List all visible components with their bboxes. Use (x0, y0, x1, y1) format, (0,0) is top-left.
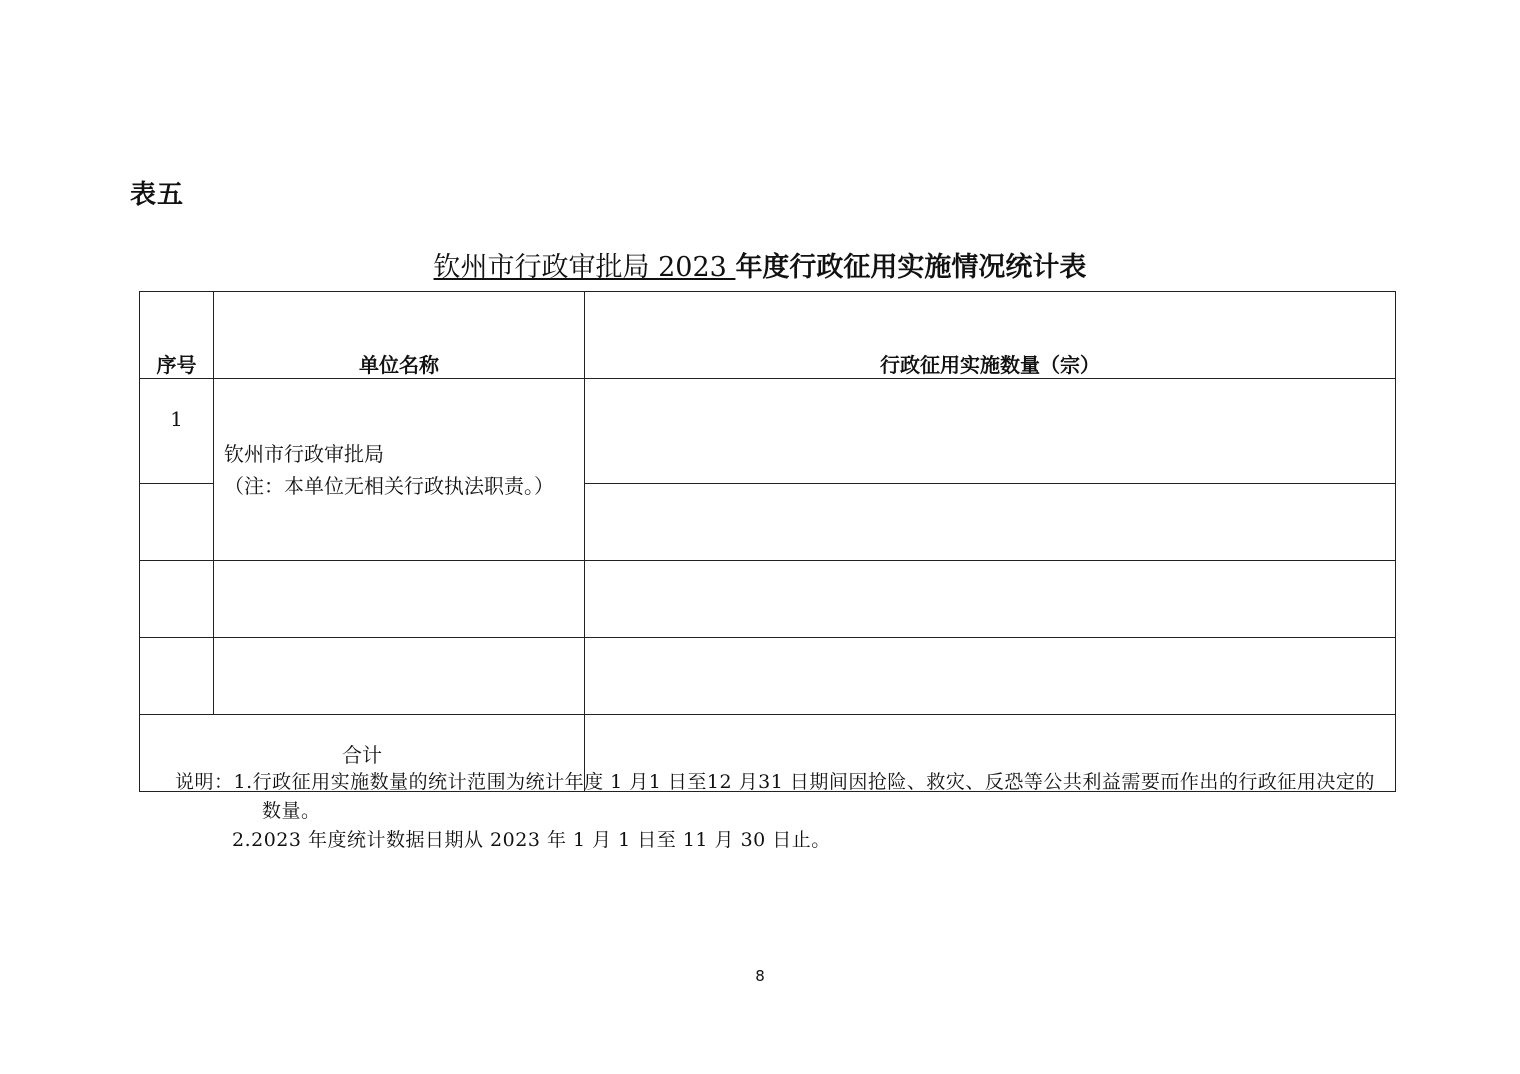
title-organization: 钦州市行政审批局 2023 (433, 252, 736, 283)
note-2: 2.2023 年度统计数据日期从 2023 年 1 月 1 日至 11 月 30 日止。 (232, 829, 831, 851)
row-unit-cell (214, 379, 585, 561)
page-number: 8 (755, 967, 765, 985)
row-count-cell (585, 561, 1396, 638)
header-seq: 序号 (140, 292, 214, 379)
table-row (140, 379, 1396, 484)
note-1-continuation: 数量。 (262, 800, 321, 822)
row-seq-cell (140, 638, 214, 715)
header-count: 行政征用实施数量（宗） (585, 292, 1396, 379)
row-seq-cell (140, 561, 214, 638)
statistics-table (139, 291, 1396, 792)
page-title (0, 245, 1520, 284)
table-label: 表五 (130, 180, 185, 210)
table-row (140, 638, 1396, 715)
title-subject: 年度行政征用实施情况统计表 (735, 252, 1087, 283)
row-unit-cell (214, 561, 585, 638)
table-row (140, 561, 1396, 638)
row-seq-cell (140, 484, 214, 561)
unit-name: 钦州市行政审批局 (224, 441, 384, 466)
row-count-cell (585, 484, 1396, 561)
header-unit: 单位名称 (214, 292, 585, 379)
row-count-cell (585, 638, 1396, 715)
note-1: 说明：1.行政征用实施数量的统计范围为统计年度 1 月1 日至12 月31 日期间因抢险、救灾、反恐等公共利益需要而作出的行政征用决定的 (175, 771, 1375, 793)
total-label-cell: 合计 (140, 715, 585, 792)
table-header-row (140, 292, 1396, 379)
row-seq-cell: 1 (140, 379, 214, 484)
row-count-cell (585, 379, 1396, 484)
notes-section (175, 768, 1397, 855)
unit-note: （注：本单位无相关行政执法职责。） (224, 473, 554, 498)
row-unit-cell (214, 638, 585, 715)
